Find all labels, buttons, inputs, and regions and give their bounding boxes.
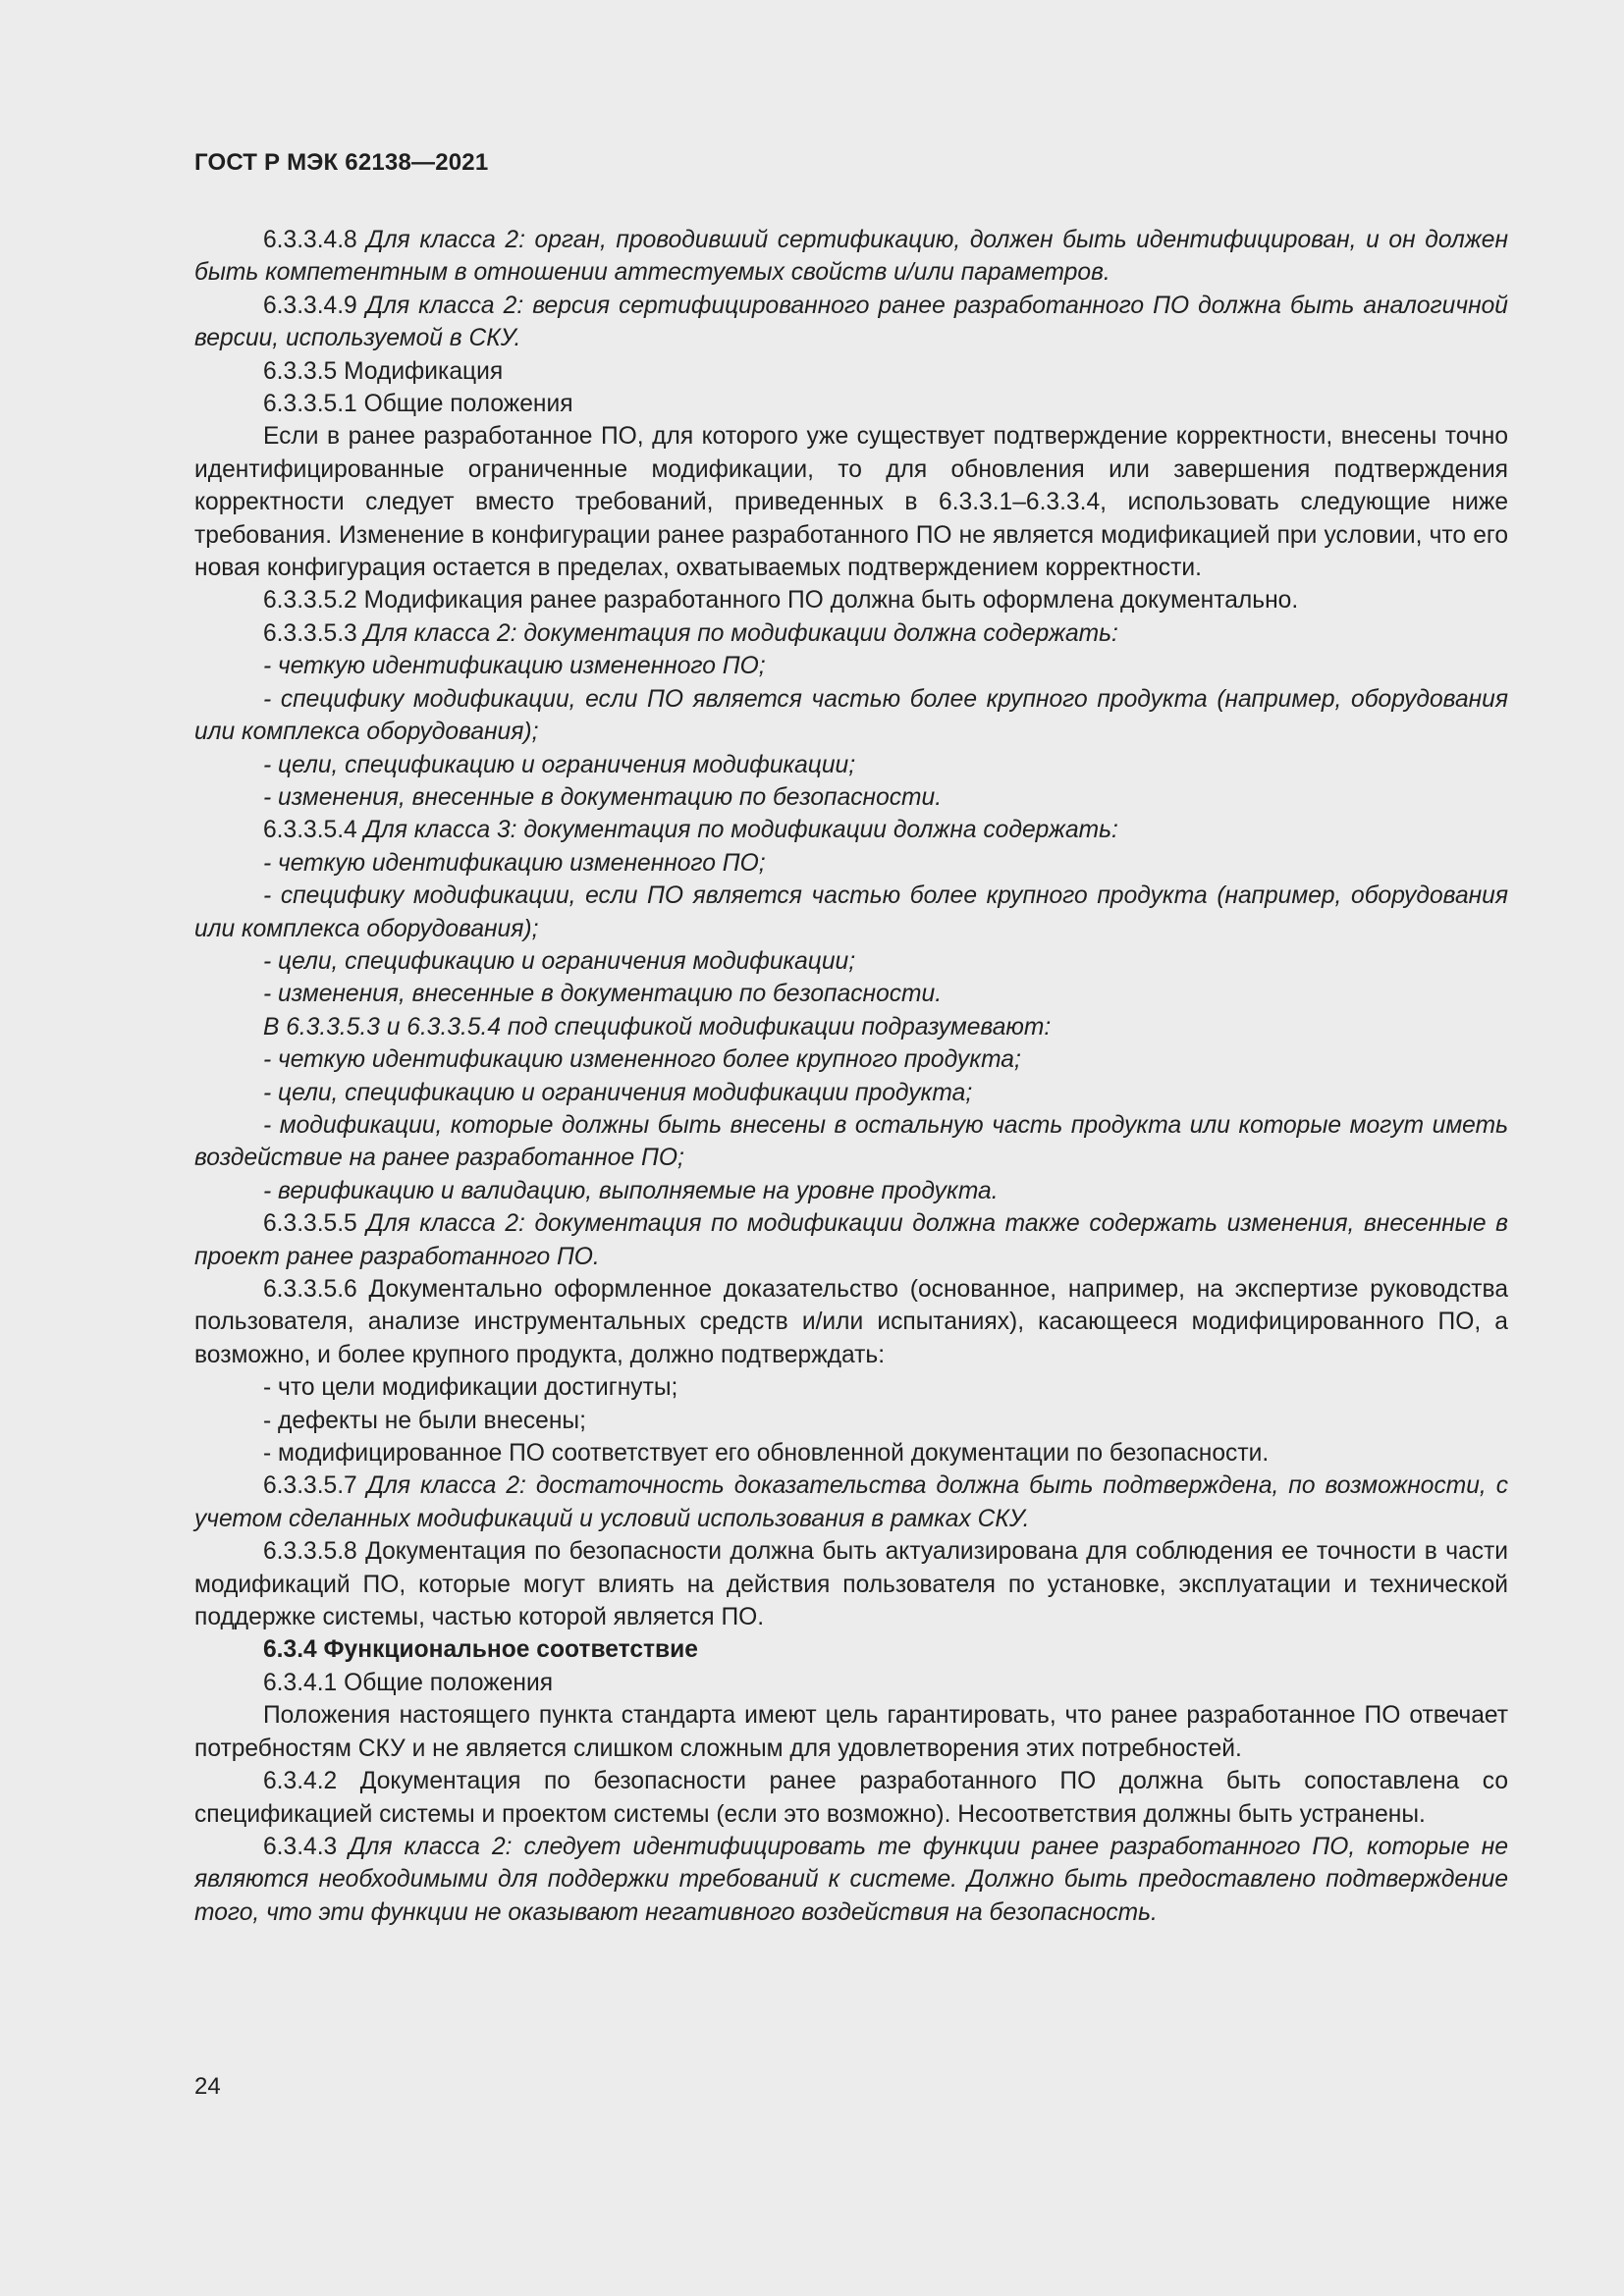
clause-number: 6.3.3.5.4 bbox=[263, 817, 357, 844]
list-item: - цели, спецификацию и ограничения модификации; bbox=[263, 947, 856, 975]
list-item: - изменения, внесенные в документацию по безопасности. bbox=[263, 981, 943, 1008]
clause-6-3-3-5-7 bbox=[194, 1469, 1508, 1535]
list-item: - модификации, которые должны быть внесены в остальную часть продукта или которые могут иметь воздействие на ранее разработанное ПО; bbox=[194, 1111, 1508, 1172]
clause-number: 6.3.3.4.9 bbox=[263, 292, 357, 319]
list-item: - четкую идентификацию измененного более крупного продукта; bbox=[263, 1046, 1021, 1074]
clause-number: 6.3.3.5.6 bbox=[263, 1276, 357, 1303]
list-item: - модифицированное ПО соответствует его обновленной документации по безопасности. bbox=[263, 1440, 1270, 1468]
clause-number: 6.3.3.5.8 bbox=[263, 1538, 357, 1566]
clause-6-3-3-5 bbox=[194, 355, 1508, 388]
clause-number: 6.3.3.5.3 bbox=[263, 619, 357, 647]
clause-heading: Общие положения bbox=[344, 1669, 554, 1696]
page-number: 24 bbox=[194, 2073, 221, 2100]
clause-heading: Модификация bbox=[344, 357, 504, 385]
list-item: - верификацию и валидацию, выполняемые на уровне продукта. bbox=[263, 1177, 999, 1204]
clause-heading: Общие положения bbox=[363, 391, 573, 418]
clause-number: 6.3.3.5.1 bbox=[263, 391, 357, 418]
clause-text: Для класса 2: следует идентифицировать те функции ранее разработанного ПО, которые не являются необходимыми для поддержки требований к системе. Должно быть предоставлено подтверждение того, что эти функции не оказывают негативного воздействия на безопасность. bbox=[194, 1833, 1508, 1926]
clause-6-3-4-3 bbox=[194, 1831, 1508, 1929]
clause-6-3-3-5-8 bbox=[194, 1535, 1508, 1633]
clause-text: Для класса 2: версия сертифицированного ранее разработанного ПО должна быть аналогичной версии, используемой в СКУ. bbox=[194, 292, 1508, 352]
section-heading-6-3-4 bbox=[194, 1633, 1508, 1666]
list-item: - четкую идентификацию измененного ПО; bbox=[263, 849, 766, 877]
clause-text: Для класса 2: орган, проводивший сертификацию, должен быть идентифицирован, и он должен быть компетентным в отношении аттестуемых свойств и/или параметров. bbox=[194, 227, 1508, 287]
clause-6-3-4-1 bbox=[194, 1667, 1508, 1699]
clause-6-3-3-5-1 bbox=[194, 388, 1508, 420]
document-body bbox=[194, 224, 1508, 1929]
clause-6-3-3-5-5 bbox=[194, 1207, 1508, 1273]
clause-number: 6.3.4.1 bbox=[263, 1669, 338, 1696]
paragraph-text: Если в ранее разработанное ПО, для которого уже существует подтверждение корректности, внесены точно идентифицированные ограниченные модификации, то для обновления или завершения подтверждения корректности следует вместо требований, приведенных в 6.3.3.1–6.3.3.4, использовать следующие ниже требования. Изменение в конфигурации ранее разработанного ПО не является модификацией при условии, что его новая конфигурация остается в пределах, охватываемых подтверждением корректности. bbox=[194, 423, 1508, 582]
clause-text: Для класса 2: документация по модификации должна также содержать изменения, внесенные в проект ранее разработанного ПО. bbox=[194, 1210, 1509, 1270]
list-item: - специфику модификации, если ПО является частью более крупного продукта (например, оборудования или комплекса оборудования); bbox=[194, 685, 1508, 746]
list-item: - цели, спецификацию и ограничения модификации продукта; bbox=[263, 1079, 973, 1106]
clause-text: Документация по безопасности должна быть актуализирована для соблюдения ее точности в части модификаций ПО, которые могут влиять на действия пользователя по установке, эксплуатации и технической поддержке системы, частью которой является ПО. bbox=[194, 1538, 1508, 1631]
clause-number: 6.3.3.5.5 bbox=[263, 1210, 357, 1238]
clause-6-3-3-5-4 bbox=[194, 814, 1508, 846]
clause-text: Для класса 2: документация по модификации должна содержать: bbox=[363, 619, 1118, 647]
list-item: - четкую идентификацию измененного ПО; bbox=[263, 653, 766, 680]
clause-text: Для класса 2: достаточность доказательства должна быть подтверждена, по возможности, с учетом сделанных модификаций и условий использования в рамках СКУ. bbox=[194, 1472, 1508, 1532]
clause-6-3-3-4-9 bbox=[194, 290, 1508, 355]
paragraph-text: Положения настоящего пункта стандарта имеют цель гарантировать, что ранее разработанное ПО отвечает потребностям СКУ и не является слишком сложным для удовлетворения этих потребностей. bbox=[194, 1702, 1508, 1762]
list-item: - что цели модификации достигнуты; bbox=[263, 1374, 678, 1402]
clause-6-3-3-5-6 bbox=[194, 1273, 1508, 1371]
clause-text: Модификация ранее разработанного ПО должна быть оформлена документально. bbox=[363, 587, 1299, 614]
clause-number: 6.3.3.4.8 bbox=[263, 227, 357, 253]
section-title: Функциональное соответствие bbox=[323, 1636, 698, 1664]
clause-text: Для класса 3: документация по модификации должна содержать: bbox=[363, 817, 1118, 844]
document-header: ГОСТ Р МЭК 62138—2021 bbox=[194, 149, 489, 176]
paragraph-text: В 6.3.3.5.3 и 6.3.3.5.4 под спецификой модификации подразумевают: bbox=[263, 1013, 1052, 1041]
clause-number: 6.3.3.5.2 bbox=[263, 587, 357, 614]
clause-6-3-4-2 bbox=[194, 1765, 1508, 1831]
list-item: - изменения, внесенные в документацию по безопасности. bbox=[263, 783, 943, 811]
list-item: - дефекты не были внесены; bbox=[263, 1407, 586, 1434]
clause-number: 6.3.3.5.7 bbox=[263, 1472, 357, 1500]
clause-6-3-3-4-8 bbox=[194, 224, 1508, 290]
list-item: - специфику модификации, если ПО является частью более крупного продукта (например, оборудования или комплекса оборудования); bbox=[194, 882, 1508, 942]
clause-text: Документация по безопасности ранее разработанного ПО должна быть сопоставлена со спецификацией системы и проектом системы (если это возможно). Несоответствия должны быть устранены. bbox=[194, 1768, 1508, 1828]
clause-6-3-3-5-3 bbox=[194, 617, 1508, 650]
clause-number: 6.3.3.5 bbox=[263, 357, 338, 385]
list-item: - цели, спецификацию и ограничения модификации; bbox=[263, 751, 856, 778]
clause-text: Документально оформленное доказательство (основанное, например, на экспертизе руководства пользователя, анализе инструментальных средств и/или испытаниях), касающееся модифицированного ПО, а возможно, и более крупного продукта, должно подтверждать: bbox=[194, 1276, 1508, 1368]
clause-number: 6.3.4.2 bbox=[263, 1768, 338, 1795]
clause-6-3-3-5-2 bbox=[194, 584, 1508, 616]
clause-number: 6.3.4.3 bbox=[263, 1833, 338, 1860]
section-number: 6.3.4 bbox=[263, 1636, 317, 1664]
